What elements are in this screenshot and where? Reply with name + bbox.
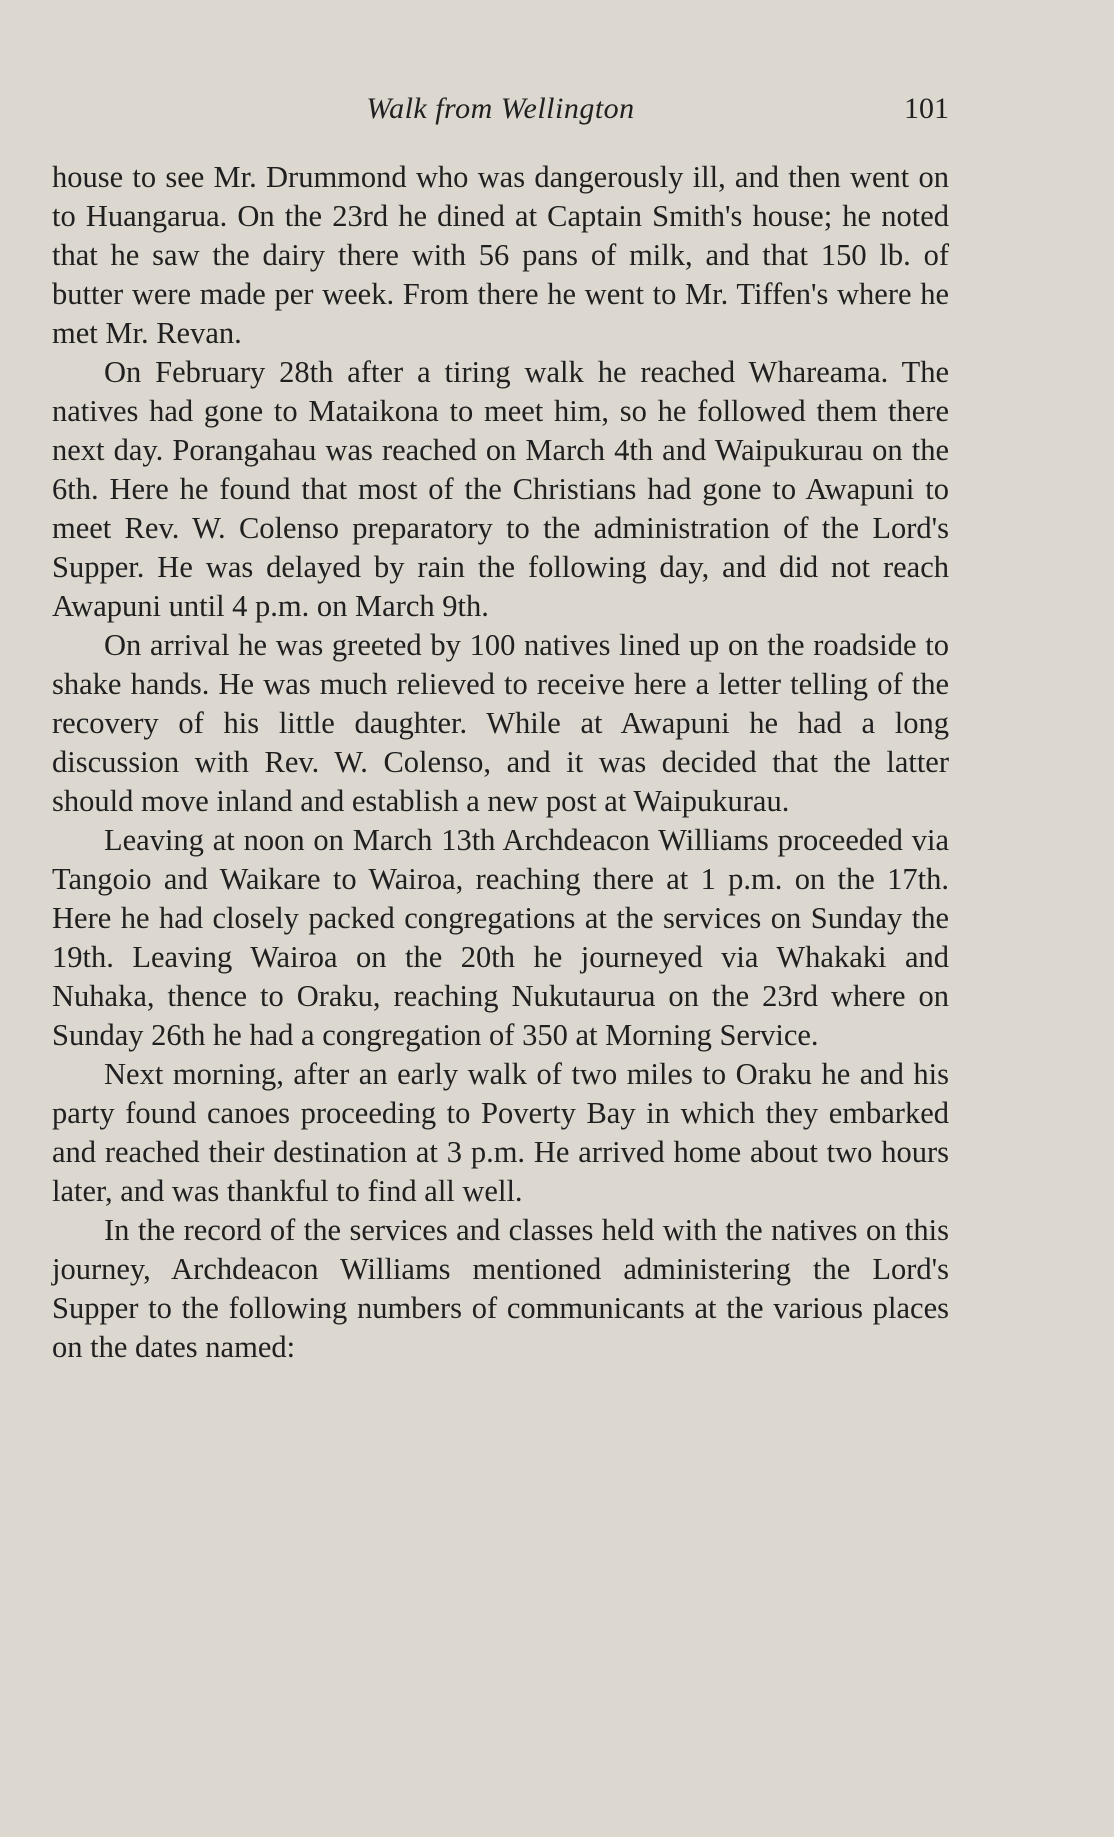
body-text: [52, 158, 949, 1367]
paragraph-1: house to see Mr. Drummond who was dangerously ill, and then went on to Huangarua. On the 23rd he dined at Captain Smith's house; he noted that he saw the dairy there with 56 pans of milk, and that 150 lb. of butter were made per week. From there he went to Mr. Tiffen's where he met Mr. Revan.: [52, 160, 949, 350]
paragraph-4: Leaving at noon on March 13th Archdeacon Williams proceeded via Tangoio and Waikare to Wairoa, reaching there at 1 p.m. on the 17th. Here he had closely packed congregations at the services on Sunday the 19th. Leaving Wairoa on the 20th he journeyed via Whakaki and Nuhaka, thence to Oraku, reaching Nukutaurua on the 23rd where on Sunday 26th he had a congregation of 350 at Morning Service.: [52, 823, 949, 1052]
paragraph-5: Next morning, after an early walk of two miles to Oraku he and his party found canoes proceeding to Poverty Bay in which they embarked and reached their destination at 3 p.m. He arrived home about two hours later, and was thankful to find all well.: [52, 1057, 949, 1208]
paragraph-6: In the record of the services and classes held with the natives on this journey, Archdeacon Williams mentioned administering the Lord's Supper to the following numbers of communicants at the various places on the dates named:: [52, 1213, 949, 1364]
running-head: [52, 92, 949, 138]
paragraph-3: On arrival he was greeted by 100 natives lined up on the roadside to shake hands. He was much relieved to receive here a letter telling of the recovery of his little daughter. While at Awapuni he had a long discussion with Rev. W. Colenso, and it was decided that the latter should move inland and establish a new post at Waipukurau.: [52, 628, 949, 818]
page-number: 101: [904, 92, 949, 125]
running-title: Walk from Wellington: [366, 92, 635, 125]
paragraph-2: On February 28th after a tiring walk he reached Whareama. The natives had gone to Mataikona to meet him, so he followed them there next day. Porangahau was reached on March 4th and Waipukurau on the 6th. Here he found that most of the Christians had gone to Awapuni to meet Rev. W. Colenso preparatory to the administration of the Lord's Supper. He was delayed by rain the following day, and did not reach Awapuni until 4 p.m. on March 9th.: [52, 355, 949, 623]
